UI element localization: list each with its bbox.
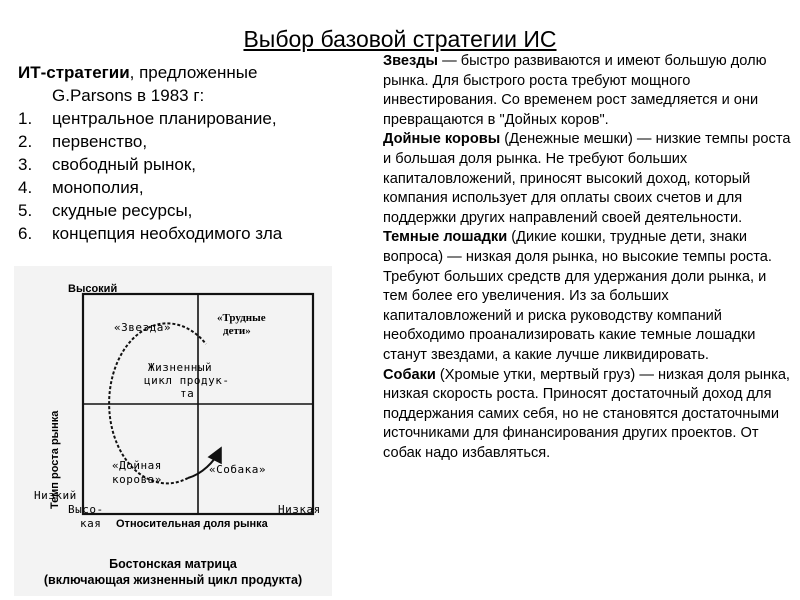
item-text: концепция необходимого зла <box>52 224 283 243</box>
horses-term: Темные лошадки <box>383 229 508 246</box>
list-item <box>18 222 348 245</box>
y-axis-label: Темп роста рынка <box>49 410 61 509</box>
it-strategies-list <box>18 61 348 245</box>
matrix-caption-line2: (включающая жизненный цикл продукта) <box>43 573 303 587</box>
horses-description <box>383 228 793 365</box>
item-number: 4. <box>18 178 33 197</box>
list-item <box>18 153 348 176</box>
item-number: 5. <box>18 201 33 220</box>
x-low-label: Низкая <box>278 503 321 516</box>
cows-text: (Денежные мешки) — низкие темпы роста и большая доля рынка. Не требуют больших капиталовложений, приносят высокий доход, который компания использует для оплаты своих счетов и для поддержки других направлений своей деятельности. <box>383 131 791 226</box>
stars-text: — быстро развиваются и имеют большую долю рынка. Для быстрого роста требуют мощного инвестирования. Со временем рост замедляется и они превращаются в "Дойных коров". <box>383 53 767 128</box>
list-item <box>18 199 348 222</box>
item-number: 1. <box>18 109 33 128</box>
stars-quadrant: «Звезда» <box>114 321 171 334</box>
y-low-label: Низкий <box>34 489 77 502</box>
item-number: 3. <box>18 155 33 174</box>
stars-term: Звезды <box>383 53 439 69</box>
list-item <box>18 176 348 199</box>
list-intro-term: ИТ-стратегии <box>18 63 130 82</box>
list-intro <box>18 61 348 84</box>
boston-matrix-figure <box>14 266 332 596</box>
dogs-text: (Хромые утки, мертвый груз) — низкая доля рынка, низкая скорость роста. Приносят достаточный доход для поддержания самих себя, но не становятся достаточными источниками для финансирования других проектов. От собак надо избавляться. <box>383 366 790 461</box>
quadrant-descriptions <box>383 52 793 463</box>
item-text: свободный рынок, <box>52 155 197 174</box>
y-high-label: Высокий <box>68 283 118 295</box>
cow-line1: «Дойная <box>112 459 162 472</box>
x-high-line1: Высо- <box>68 503 104 516</box>
hard-kids-line1: «Трудные <box>217 312 266 324</box>
list-intro-rest: , предложенные <box>129 63 258 82</box>
dogs-description <box>383 366 793 464</box>
page-title: Выбор базовой стратегии ИС <box>243 26 557 52</box>
life-cycle-line1: Жизненный <box>148 361 213 374</box>
item-text: скудные ресурсы, <box>52 201 193 220</box>
x-axis-label: Относительная доля рынка <box>116 518 268 530</box>
item-number: 6. <box>18 224 33 243</box>
dog-quadrant: «Собака» <box>209 463 266 476</box>
cows-description <box>383 130 793 228</box>
strategy-items <box>18 107 348 245</box>
x-high-line2: кая <box>80 517 102 530</box>
list-item <box>18 107 348 130</box>
hard-kids-line2: дети» <box>223 325 251 337</box>
list-item <box>18 130 348 153</box>
matrix-diagram <box>14 266 332 596</box>
life-cycle-line3: та <box>180 387 195 400</box>
cows-term: Дойные коровы <box>383 131 501 148</box>
life-cycle-line2: цикл продук- <box>144 374 230 387</box>
cow-line2: корова» <box>112 473 162 486</box>
horses-text: (Дикие кошки, трудные дети, знаки вопроса) — низкая доля рынка, но высокие темпы роста. Требуют больших средств для удержания доли рынка, и тем более его увеличения. Из за больших капиталовложений и риска руководству компаний необходимо проанализировать какие темные лошадки станут звездами, а какие лучше ликвидировать. <box>383 229 772 363</box>
item-text: центральное планирование, <box>52 109 277 128</box>
matrix-caption-line1: Бостонская матрица <box>109 557 237 571</box>
item-text: монополия, <box>52 178 144 197</box>
dogs-term: Собаки <box>383 366 436 383</box>
item-number: 2. <box>18 132 33 151</box>
stars-description <box>383 52 793 130</box>
list-intro-source: G.Parsons в 1983 г: <box>52 86 205 105</box>
item-text: первенство, <box>52 132 148 151</box>
